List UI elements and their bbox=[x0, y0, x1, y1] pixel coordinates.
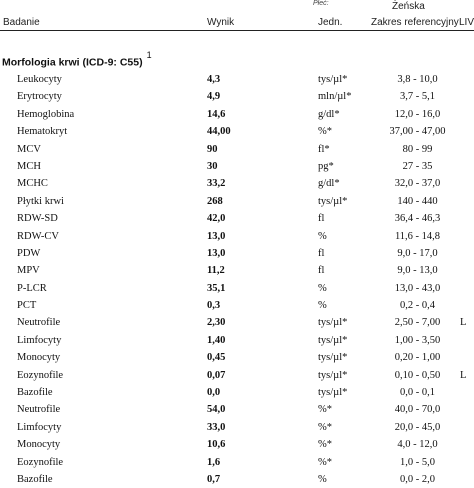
test-flag: L bbox=[460, 369, 467, 381]
test-name: Eozynofile bbox=[17, 369, 64, 381]
table-row bbox=[0, 436, 474, 453]
test-reference-range: 140 - 440 bbox=[397, 195, 438, 207]
test-reference-range: 4,0 - 12,0 bbox=[397, 439, 438, 451]
test-value: 44,00 bbox=[207, 126, 231, 138]
test-unit: fl bbox=[318, 247, 325, 259]
test-name: RDW-CV bbox=[17, 230, 59, 242]
test-reference-range: 32,0 - 37,0 bbox=[394, 178, 441, 190]
table-row bbox=[0, 228, 474, 245]
test-unit: % bbox=[318, 473, 327, 485]
test-reference-range: 0,0 - 2,0 bbox=[400, 473, 435, 485]
test-value: 2,30 bbox=[207, 317, 226, 329]
test-name: Monocyty bbox=[17, 439, 61, 451]
test-value: 268 bbox=[207, 195, 223, 207]
test-reference-range: 0,2 - 0,4 bbox=[400, 300, 435, 312]
table-row bbox=[0, 141, 474, 158]
test-reference-range: 13,0 - 43,0 bbox=[394, 282, 441, 294]
test-reference-range: 0,0 - 0,1 bbox=[400, 387, 435, 399]
test-reference-range: 3,7 - 5,1 bbox=[400, 91, 435, 103]
table-row bbox=[0, 193, 474, 210]
test-value: 33,0 bbox=[207, 421, 226, 433]
test-unit: %* bbox=[318, 456, 332, 468]
test-reference-range: 37,00 - 47,00 bbox=[389, 126, 446, 138]
test-value: 30 bbox=[207, 160, 218, 172]
test-reference-range: 27 - 35 bbox=[402, 160, 433, 172]
test-value: 14,6 bbox=[207, 108, 226, 120]
table-row bbox=[0, 123, 474, 140]
test-unit: %* bbox=[318, 126, 332, 138]
table-row bbox=[0, 349, 474, 366]
test-name: Limfocyty bbox=[17, 421, 62, 433]
test-unit: g/dl* bbox=[318, 178, 340, 190]
test-name: Limfocyty bbox=[17, 334, 62, 346]
test-name: Hemoglobina bbox=[17, 108, 75, 120]
test-value: 0,0 bbox=[207, 387, 221, 399]
test-unit: tys/µl* bbox=[318, 195, 348, 207]
test-value: 4,3 bbox=[207, 74, 221, 85]
test-unit: %* bbox=[318, 421, 332, 433]
header-liv: LIV bbox=[459, 17, 474, 28]
test-reference-range: 80 - 99 bbox=[402, 143, 433, 155]
header-badanie: Badanie bbox=[3, 17, 40, 28]
test-reference-range: 0,20 - 1,00 bbox=[394, 352, 441, 364]
test-name: PCT bbox=[17, 300, 37, 312]
test-name: Płytki krwi bbox=[17, 195, 64, 207]
test-name: Neutrofile bbox=[17, 404, 61, 416]
test-value: 33,2 bbox=[207, 178, 226, 190]
test-flag: L bbox=[460, 317, 467, 329]
test-value: 0,45 bbox=[207, 352, 226, 364]
test-unit: g/dl* bbox=[318, 108, 340, 120]
table-row bbox=[0, 332, 474, 349]
table-row bbox=[0, 106, 474, 123]
test-unit: mln/µl* bbox=[318, 91, 352, 103]
test-name: MCH bbox=[17, 160, 41, 172]
test-unit: fl bbox=[318, 265, 325, 277]
sex-value: Żeńska bbox=[392, 1, 425, 12]
test-name: Bazofile bbox=[17, 387, 53, 399]
table-row bbox=[0, 158, 474, 175]
header-jedn: Jedn. bbox=[318, 17, 343, 28]
table-row bbox=[0, 297, 474, 314]
section-title-text: Morfologia krwi (ICD-9: C55) bbox=[2, 56, 143, 69]
test-name: Hematokryt bbox=[17, 126, 68, 138]
test-unit: pg* bbox=[318, 160, 334, 172]
test-name: RDW-SD bbox=[17, 213, 58, 225]
test-reference-range: 20,0 - 45,0 bbox=[394, 421, 441, 433]
test-reference-range: 1,0 - 5,0 bbox=[400, 456, 435, 468]
test-reference-range: 9,0 - 13,0 bbox=[397, 265, 438, 277]
test-unit: %* bbox=[318, 439, 332, 451]
table-row bbox=[0, 384, 474, 401]
table-row bbox=[0, 401, 474, 418]
table-row bbox=[0, 314, 474, 331]
test-reference-range: 3,8 - 10,0 bbox=[397, 74, 438, 85]
test-value: 42,0 bbox=[207, 213, 226, 225]
test-value: 11,2 bbox=[207, 265, 225, 277]
test-reference-range: 9,0 - 17,0 bbox=[397, 247, 438, 259]
test-value: 0,07 bbox=[207, 369, 226, 381]
test-name: Leukocyty bbox=[17, 74, 62, 85]
test-value: 13,0 bbox=[207, 230, 226, 242]
test-value: 10,6 bbox=[207, 439, 226, 451]
test-unit: %* bbox=[318, 404, 332, 416]
header-zakres: Zakres referencyjny bbox=[371, 17, 459, 28]
test-value: 1,40 bbox=[207, 334, 226, 346]
test-value: 4,9 bbox=[207, 91, 221, 103]
test-reference-range: 12,0 - 16,0 bbox=[394, 108, 441, 120]
section-footnote: 1 bbox=[146, 50, 152, 60]
test-unit: fl* bbox=[318, 143, 330, 155]
table-row bbox=[0, 245, 474, 262]
test-unit: % bbox=[318, 230, 327, 242]
test-unit: tys/µl* bbox=[318, 369, 348, 381]
test-name: Bazofile bbox=[17, 473, 53, 485]
sex-label: Płeć: bbox=[313, 0, 329, 7]
test-value: 90 bbox=[207, 143, 218, 155]
test-value: 35,1 bbox=[207, 282, 226, 294]
table-row bbox=[0, 454, 474, 471]
test-unit: tys/µl* bbox=[318, 74, 348, 85]
test-name: Monocyty bbox=[17, 352, 61, 364]
header-divider bbox=[0, 30, 474, 31]
header-wynik: Wynik bbox=[207, 17, 235, 28]
test-unit: % bbox=[318, 300, 327, 312]
table-row bbox=[0, 71, 474, 88]
test-unit: tys/µl* bbox=[318, 317, 348, 329]
test-reference-range: 0,10 - 0,50 bbox=[394, 369, 441, 381]
test-value: 54,0 bbox=[207, 404, 226, 416]
test-value: 0,7 bbox=[207, 473, 221, 485]
table-row bbox=[0, 175, 474, 192]
test-reference-range: 1,00 - 3,50 bbox=[394, 334, 441, 346]
table-row bbox=[0, 88, 474, 105]
table-row bbox=[0, 262, 474, 279]
test-unit: tys/µl* bbox=[318, 352, 348, 364]
test-reference-range: 40,0 - 70,0 bbox=[394, 404, 441, 416]
test-name: P-LCR bbox=[17, 282, 47, 294]
test-name: Erytrocyty bbox=[17, 91, 62, 103]
test-reference-range: 2,50 - 7,00 bbox=[394, 317, 441, 329]
test-value: 13,0 bbox=[207, 247, 226, 259]
test-name: MPV bbox=[17, 265, 40, 277]
table-row bbox=[0, 471, 474, 488]
test-reference-range: 36,4 - 46,3 bbox=[394, 213, 441, 225]
test-value: 0,3 bbox=[207, 300, 221, 312]
table-row bbox=[0, 367, 474, 384]
test-name: Neutrofile bbox=[17, 317, 61, 329]
test-reference-range: 11,6 - 14,8 bbox=[394, 230, 441, 242]
test-name: Eozynofile bbox=[17, 456, 64, 468]
test-value: 1,6 bbox=[207, 456, 221, 468]
table-row bbox=[0, 280, 474, 297]
test-unit: tys/µl* bbox=[318, 387, 348, 399]
test-name: MCV bbox=[17, 143, 41, 155]
section-title bbox=[2, 50, 152, 69]
test-unit: tys/µl* bbox=[318, 334, 348, 346]
table-row bbox=[0, 419, 474, 436]
test-name: PDW bbox=[17, 247, 41, 259]
test-unit: % bbox=[318, 282, 327, 294]
results-table bbox=[0, 71, 474, 488]
test-name: MCHC bbox=[17, 178, 48, 190]
test-unit: fl bbox=[318, 213, 325, 225]
table-row bbox=[0, 210, 474, 227]
